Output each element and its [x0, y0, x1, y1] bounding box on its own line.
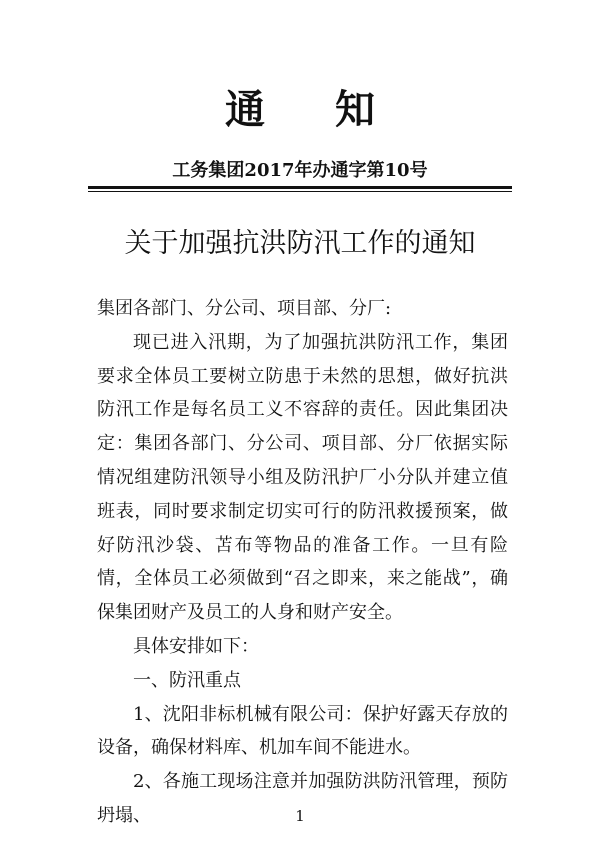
page-number: 1	[295, 807, 305, 825]
salutation: 集团各部门、分公司、项目部、分厂:	[97, 298, 392, 319]
document-title: 关于加强抗洪防汛工作的通知	[124, 228, 476, 259]
header-divider-thin	[88, 191, 512, 192]
body-paragraph: 具体安排如下：	[133, 635, 259, 657]
section-heading: 一、防汛重点	[133, 669, 241, 691]
document-number: 工务集团2017年办通字第10号	[172, 160, 428, 181]
body-paragraph: 2、各施工现场注意并加强防洪防汛管理，预防坍塌、	[97, 771, 508, 826]
notice-header-title: 通知	[225, 86, 445, 133]
header-divider-thick	[88, 186, 512, 189]
document-body	[97, 292, 508, 833]
body-paragraph: 现已进入汛期，为了加强抗洪防汛工作，集团要求全体员工要树立防患于未然的思想，做好抗洪防汛工作是每名员工义不容辞的责任。因此集团决定：集团各部门、分公司、项目部、分厂依据实际情况组建防汛领导小组及防汛护厂小分队并建立值班表，同时要求制定切实可行的防汛救援预案，做好防汛沙袋、苫布等物品的准备工作。一旦有险情，全体员工必须做到“召之即来，来之能战”，确保集团财产及员工的人身和财产安全。	[97, 331, 508, 624]
body-paragraph: 1、沈阳非标机械有限公司：保护好露天存放的设备，确保材料库、机加车间不能进水。	[97, 703, 508, 759]
